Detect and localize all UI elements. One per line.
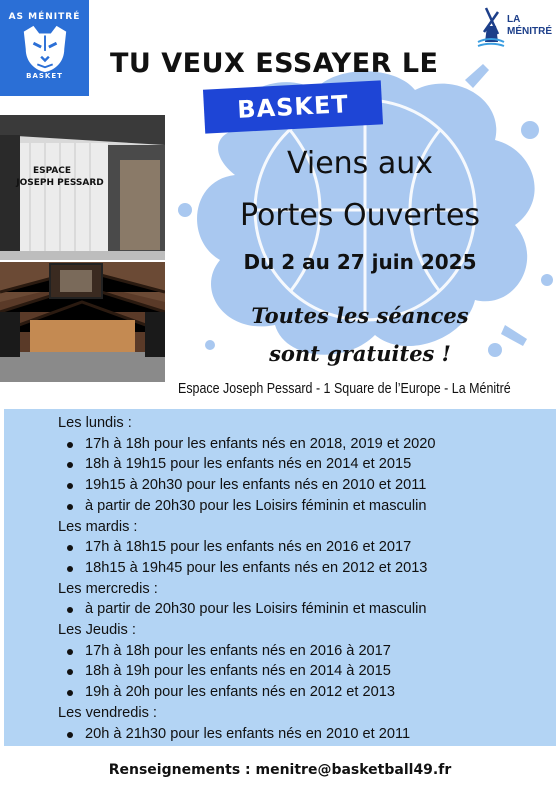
poster-title: TU VEUX ESSAYER LE	[110, 48, 439, 79]
schedule-panel	[4, 409, 556, 746]
club-logo-subtext: BASKET	[26, 72, 63, 80]
schedule-slot-text: à partir de 20h30 pour les Loisirs féminin et masculin	[85, 497, 427, 514]
schedule-slot	[58, 661, 556, 682]
photo-entrance	[0, 115, 165, 260]
bullet-icon	[67, 504, 73, 510]
event-dates: Du 2 au 27 juin 2025	[243, 250, 477, 274]
bullet-icon	[67, 669, 73, 675]
windmill-icon	[476, 6, 506, 50]
schedule-slot-text: 18h à 19h15 pour les enfants nés en 2014 et 2015	[85, 456, 412, 473]
town-logo-line2: MÉNITRÉ	[507, 26, 552, 37]
schedule-slot	[58, 454, 556, 475]
bullet-icon	[67, 690, 73, 696]
photo-caption-line1: ESPACE	[32, 166, 72, 176]
schedule-slot-text: à partir de 20h30 pour les Loisirs féminin et masculin	[85, 601, 427, 618]
schedule-slot	[58, 496, 556, 517]
tiger-head-icon	[16, 22, 74, 74]
bullet-icon	[67, 566, 73, 572]
free-sessions-line1: Toutes les séances	[251, 303, 469, 328]
town-logo-line1: LA	[507, 14, 521, 25]
schedule-slot-text: 17h à 18h pour les enfants nés en 2018, 2019 et 2020	[85, 435, 436, 452]
schedule-day: Les mercredis :	[58, 580, 158, 597]
schedule-slot	[58, 558, 556, 579]
venue-address: Espace Joseph Pessard - 1 Square de l’Europe - La Ménitré	[178, 381, 511, 397]
schedule-slot-text: 17h à 18h pour les enfants nés en 2016 à 2017	[85, 642, 391, 659]
headline-line2: Portes Ouvertes	[239, 198, 481, 233]
schedule-day: Les mardis :	[58, 518, 138, 535]
town-logo	[476, 6, 554, 52]
bullet-icon	[67, 545, 73, 551]
club-logo	[0, 0, 89, 96]
photo-gym-interior	[0, 262, 165, 382]
basket-tag	[203, 80, 383, 133]
bullet-icon	[67, 732, 73, 738]
schedule-day: Les lundis :	[58, 415, 132, 431]
free-sessions-line2: sont gratuites !	[269, 341, 451, 366]
basket-tag-label: BASKET	[236, 90, 350, 124]
schedule-slot	[58, 475, 556, 496]
schedule-slot-text: 18h15 à 19h45 pour les enfants nés en 2012 et 2013	[85, 559, 428, 576]
schedule-slot-text: 18h à 19h pour les enfants nés en 2014 à 2015	[85, 663, 391, 680]
bullet-icon	[67, 462, 73, 468]
photo-caption-line2: JOSEPH PESSARD	[16, 178, 104, 188]
schedule-slot-text: 19h15 à 20h30 pour les enfants nés en 2010 et 2011	[85, 477, 427, 494]
bullet-icon	[67, 483, 73, 489]
schedule-slot	[58, 641, 556, 662]
schedule-slot	[58, 434, 556, 455]
schedule-slot-text: 17h à 18h15 pour les enfants nés en 2016 et 2017	[85, 539, 412, 556]
schedule-slot-text: 19h à 20h pour les enfants nés en 2012 et 2013	[85, 684, 395, 701]
schedule-slot	[58, 599, 556, 620]
schedule-slot	[58, 537, 556, 558]
club-logo-arc-text: AS MÉNITRÉ	[8, 12, 81, 22]
schedule-slot	[58, 682, 556, 703]
headline-line1: Viens aux	[287, 146, 433, 181]
contact-info: Renseignements : menitre@basketball49.fr	[108, 762, 452, 778]
schedule-day: Les Jeudis :	[58, 622, 136, 639]
bullet-icon	[67, 649, 73, 655]
bullet-icon	[67, 442, 73, 448]
schedule-slot-text: 20h à 21h30 pour les enfants nés en 2010 et 2011	[85, 725, 411, 742]
schedule-slot	[58, 724, 556, 745]
schedule-day: Les vendredis :	[58, 704, 157, 721]
bullet-icon	[67, 607, 73, 613]
